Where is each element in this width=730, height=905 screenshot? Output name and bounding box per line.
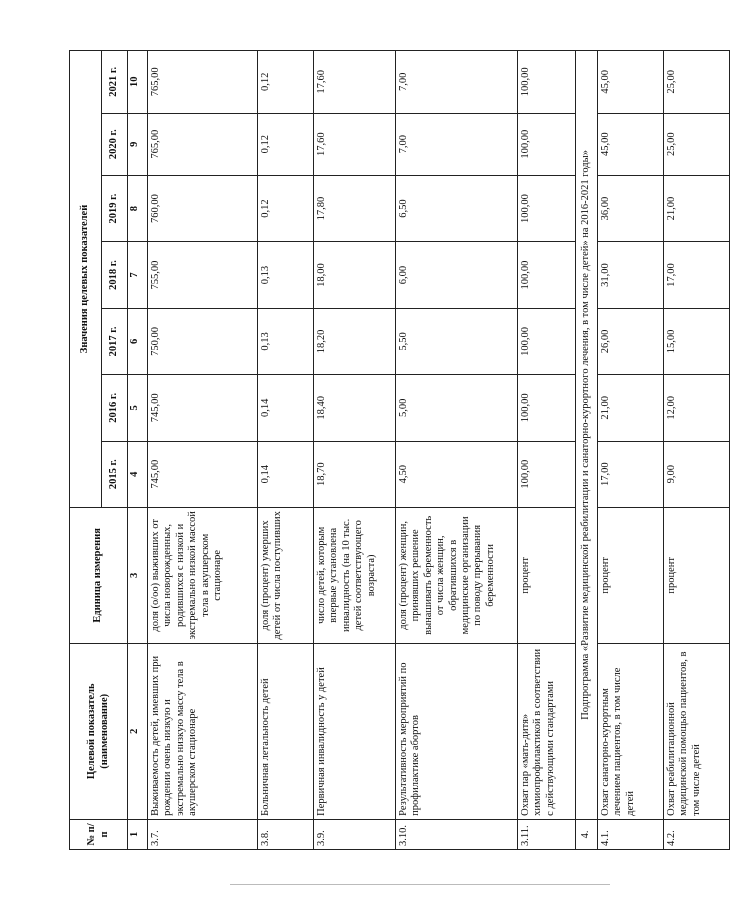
indicator-value: 0,12 — [258, 113, 314, 175]
subprogram-row — [576, 51, 598, 850]
indicator-value: 17,00 — [598, 441, 664, 507]
column-number: 2 — [128, 643, 148, 819]
header-year: 2017 г. — [102, 308, 128, 374]
table-row — [148, 51, 258, 850]
table-row — [314, 51, 396, 850]
table-body-section-3 — [148, 51, 576, 850]
row-number: 4.2. — [664, 819, 730, 849]
indicator-value: 18,00 — [314, 242, 396, 308]
table-row — [598, 51, 664, 850]
table-row — [664, 51, 730, 850]
indicator-value: 100,00 — [518, 375, 576, 441]
column-numbers-row — [128, 51, 148, 850]
table-row — [258, 51, 314, 850]
column-number: 4 — [128, 441, 148, 507]
indicator-value: 100,00 — [518, 175, 576, 241]
row-number: 3.7. — [148, 819, 258, 849]
row-number: 3.10. — [396, 819, 518, 849]
indicator-value: 18,70 — [314, 441, 396, 507]
column-number: 6 — [128, 308, 148, 374]
unit-of-measure: процент — [664, 507, 730, 643]
target-indicators-table — [69, 50, 730, 850]
indicator-value: 6,00 — [396, 242, 518, 308]
indicator-value: 100,00 — [518, 308, 576, 374]
header-year: 2021 г. — [102, 51, 128, 114]
column-number: 1 — [128, 819, 148, 849]
indicator-value: 745,00 — [148, 375, 258, 441]
indicator-value: 15,00 — [664, 308, 730, 374]
indicator-value: 100,00 — [518, 113, 576, 175]
indicator-value: 750,00 — [148, 308, 258, 374]
column-number: 8 — [128, 175, 148, 241]
indicator-value: 0,12 — [258, 51, 314, 114]
indicator-value: 17,00 — [664, 242, 730, 308]
table-row — [518, 51, 576, 850]
indicator-value: 0,14 — [258, 441, 314, 507]
unit-of-measure: доля (процент) умерших детей от числа поступивших — [258, 507, 314, 643]
indicator-value: 765,00 — [148, 51, 258, 114]
column-number: 3 — [128, 507, 148, 643]
indicator-value: 18,40 — [314, 375, 396, 441]
indicator-value: 36,00 — [598, 175, 664, 241]
row-number: 4.1. — [598, 819, 664, 849]
header-indicator: Целевой показатель (наименование) — [70, 643, 128, 819]
indicator-value: 25,00 — [664, 113, 730, 175]
column-number: 9 — [128, 113, 148, 175]
header-year: 2019 г. — [102, 175, 128, 241]
subprogram-number: 4. — [576, 819, 598, 849]
indicator-value: 45,00 — [598, 113, 664, 175]
indicator-value: 12,00 — [664, 375, 730, 441]
indicator-value: 100,00 — [518, 51, 576, 114]
unit-of-measure: число детей, которым впервые установлена инвалидность (на 10 тыс. детей соответствующего возраста) — [314, 507, 396, 643]
rotated-table-container — [69, 50, 702, 850]
indicator-value: 0,13 — [258, 242, 314, 308]
indicator-value: 17,60 — [314, 51, 396, 114]
indicator-value: 17,80 — [314, 175, 396, 241]
indicator-value: 5,00 — [396, 375, 518, 441]
header-year: 2016 г. — [102, 375, 128, 441]
unit-of-measure: процент — [598, 507, 664, 643]
indicator-value: 755,00 — [148, 242, 258, 308]
indicator-value: 7,00 — [396, 51, 518, 114]
indicator-value: 17,60 — [314, 113, 396, 175]
subprogram-title: Подпрограмма «Развитие медицинской реабилитации и санаторно-курортного лечения, в том числе детей» на 2016-2021 годы» — [576, 51, 598, 820]
page-bottom-rule — [230, 884, 610, 885]
indicator-name: Охват реабилитационной медицинской помощью пациентов, в том числе детей — [664, 643, 730, 819]
indicator-value: 25,00 — [664, 51, 730, 114]
table-body-subprogram — [576, 51, 598, 850]
indicator-value: 26,00 — [598, 308, 664, 374]
column-number: 10 — [128, 51, 148, 114]
indicator-value: 0,12 — [258, 175, 314, 241]
unit-of-measure: доля (процент) женщин, принявших решение вынашивать беременность от числа женщин, обратившихся в медицинские организации по поводу прерывания беременности — [396, 507, 518, 643]
indicator-value: 45,00 — [598, 51, 664, 114]
header-n: № п/п — [70, 819, 128, 849]
indicator-value: 9,00 — [664, 441, 730, 507]
indicator-value: 765,00 — [148, 113, 258, 175]
indicator-value: 0,14 — [258, 375, 314, 441]
indicator-value: 18,20 — [314, 308, 396, 374]
indicator-value: 4,50 — [396, 441, 518, 507]
column-number: 7 — [128, 242, 148, 308]
row-number: 3.11. — [518, 819, 576, 849]
header-year: 2020 г. — [102, 113, 128, 175]
indicator-name: Охват пар «мать-дитя» химиопрофилактикой в соответствии с действующими стандартами — [518, 643, 576, 819]
header-unit: Единица измерения — [70, 507, 128, 643]
row-number: 3.8. — [258, 819, 314, 849]
indicator-value: 100,00 — [518, 441, 576, 507]
indicator-value: 21,00 — [664, 175, 730, 241]
indicator-value: 100,00 — [518, 242, 576, 308]
unit-of-measure: доля (о/оо) выживших от числа новорожденных, родившихся с низкой и экстремально низкой массой тела в акушерском стационаре — [148, 507, 258, 643]
header-year: 2018 г. — [102, 242, 128, 308]
row-number: 3.9. — [314, 819, 396, 849]
table-row — [396, 51, 518, 850]
indicator-value: 21,00 — [598, 375, 664, 441]
indicator-value: 7,00 — [396, 113, 518, 175]
indicator-value: 745,00 — [148, 441, 258, 507]
table-body-section-4 — [598, 51, 730, 850]
indicator-value: 31,00 — [598, 242, 664, 308]
indicator-value: 6,50 — [396, 175, 518, 241]
column-number: 5 — [128, 375, 148, 441]
indicator-name: Результативность мероприятий по профилактике абортов — [396, 643, 518, 819]
indicator-name: Выживаемость детей, имевших при рождении очень низкую и экстремально низкую массу тела в акушерском стационаре — [148, 643, 258, 819]
unit-of-measure: процент — [518, 507, 576, 643]
indicator-value: 0,13 — [258, 308, 314, 374]
indicator-name: Охват санаторно-курортным лечением пациентов, в том числе детей — [598, 643, 664, 819]
indicator-name: Первичная инвалидность у детей — [314, 643, 396, 819]
indicator-value: 760,00 — [148, 175, 258, 241]
indicator-name: Больничная летальность детей — [258, 643, 314, 819]
header-year: 2015 г. — [102, 441, 128, 507]
indicator-value: 5,50 — [396, 308, 518, 374]
header-values-group: Значения целевых показателей — [70, 51, 102, 508]
